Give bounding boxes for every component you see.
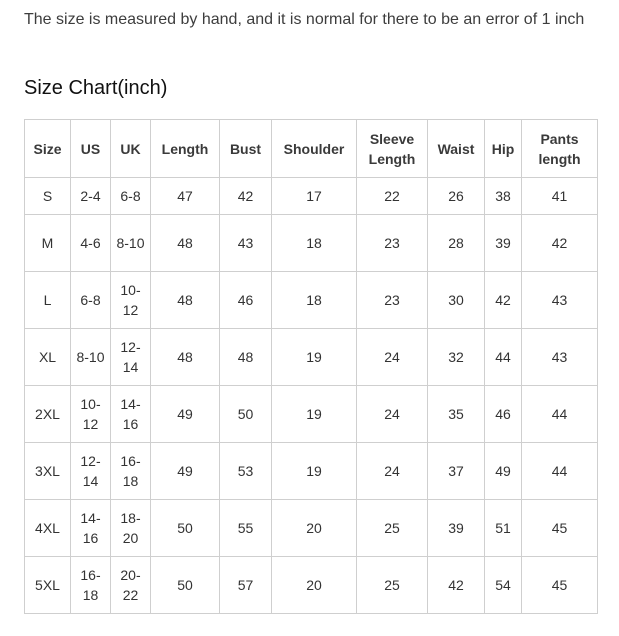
cell-bust: 43 <box>220 215 272 272</box>
cell-length: 50 <box>151 557 220 614</box>
header-shoulder: Shoulder <box>272 120 357 178</box>
cell-bust: 55 <box>220 500 272 557</box>
cell-uk: 18-20 <box>111 500 151 557</box>
cell-shoulder: 18 <box>272 215 357 272</box>
header-waist: Waist <box>428 120 485 178</box>
cell-bust: 42 <box>220 178 272 215</box>
cell-us: 16-18 <box>71 557 111 614</box>
cell-shoulder: 19 <box>272 443 357 500</box>
cell-us: 12-14 <box>71 443 111 500</box>
cell-bust: 57 <box>220 557 272 614</box>
cell-sleeve-length: 24 <box>357 443 428 500</box>
cell-uk: 20-22 <box>111 557 151 614</box>
cell-hip: 44 <box>485 329 522 386</box>
cell-sleeve-length: 23 <box>357 215 428 272</box>
cell-size: M <box>25 215 71 272</box>
cell-bust: 50 <box>220 386 272 443</box>
cell-sleeve-length: 23 <box>357 272 428 329</box>
cell-hip: 51 <box>485 500 522 557</box>
cell-sleeve-length: 25 <box>357 500 428 557</box>
cell-shoulder: 18 <box>272 272 357 329</box>
table-body <box>25 178 598 614</box>
cell-pants-length: 41 <box>522 178 598 215</box>
cell-uk: 16-18 <box>111 443 151 500</box>
cell-pants-length: 44 <box>522 386 598 443</box>
cell-pants-length: 45 <box>522 557 598 614</box>
cell-waist: 30 <box>428 272 485 329</box>
header-bust: Bust <box>220 120 272 178</box>
cell-length: 48 <box>151 272 220 329</box>
cell-length: 49 <box>151 443 220 500</box>
cell-hip: 49 <box>485 443 522 500</box>
header-length: Length <box>151 120 220 178</box>
cell-waist: 35 <box>428 386 485 443</box>
cell-length: 50 <box>151 500 220 557</box>
table-row <box>25 215 598 272</box>
cell-us: 4-6 <box>71 215 111 272</box>
cell-waist: 28 <box>428 215 485 272</box>
cell-shoulder: 20 <box>272 500 357 557</box>
table-row <box>25 500 598 557</box>
cell-sleeve-length: 25 <box>357 557 428 614</box>
cell-pants-length: 43 <box>522 329 598 386</box>
table-row <box>25 386 598 443</box>
table-row <box>25 272 598 329</box>
cell-shoulder: 17 <box>272 178 357 215</box>
cell-uk: 14-16 <box>111 386 151 443</box>
cell-size: S <box>25 178 71 215</box>
header-uk: UK <box>111 120 151 178</box>
table-row <box>25 178 598 215</box>
cell-length: 48 <box>151 215 220 272</box>
cell-hip: 38 <box>485 178 522 215</box>
cell-pants-length: 45 <box>522 500 598 557</box>
cell-uk: 10-12 <box>111 272 151 329</box>
table-row <box>25 443 598 500</box>
cell-waist: 42 <box>428 557 485 614</box>
cell-length: 47 <box>151 178 220 215</box>
cell-uk: 6-8 <box>111 178 151 215</box>
cell-bust: 48 <box>220 329 272 386</box>
cell-us: 14-16 <box>71 500 111 557</box>
cell-length: 48 <box>151 329 220 386</box>
cell-shoulder: 20 <box>272 557 357 614</box>
cell-us: 2-4 <box>71 178 111 215</box>
cell-waist: 39 <box>428 500 485 557</box>
cell-size: 3XL <box>25 443 71 500</box>
cell-length: 49 <box>151 386 220 443</box>
header-hip: Hip <box>485 120 522 178</box>
cell-waist: 37 <box>428 443 485 500</box>
cell-bust: 53 <box>220 443 272 500</box>
cell-hip: 54 <box>485 557 522 614</box>
cell-us: 10-12 <box>71 386 111 443</box>
size-chart-title: Size Chart(inch) <box>24 77 168 99</box>
cell-hip: 42 <box>485 272 522 329</box>
cell-shoulder: 19 <box>272 329 357 386</box>
cell-waist: 32 <box>428 329 485 386</box>
cell-hip: 46 <box>485 386 522 443</box>
cell-sleeve-length: 22 <box>357 178 428 215</box>
cell-sleeve-length: 24 <box>357 386 428 443</box>
header-us: US <box>71 120 111 178</box>
cell-waist: 26 <box>428 178 485 215</box>
header-pants-length: Pants length <box>522 120 598 178</box>
cell-uk: 12-14 <box>111 329 151 386</box>
cell-hip: 39 <box>485 215 522 272</box>
header-sleeve-length: Sleeve Length <box>357 120 428 178</box>
cell-sleeve-length: 24 <box>357 329 428 386</box>
cell-uk: 8-10 <box>111 215 151 272</box>
table-row <box>25 329 598 386</box>
table-row <box>25 557 598 614</box>
header-size: Size <box>25 120 71 178</box>
cell-size: L <box>25 272 71 329</box>
size-chart-table <box>24 119 598 614</box>
cell-shoulder: 19 <box>272 386 357 443</box>
cell-pants-length: 43 <box>522 272 598 329</box>
cell-bust: 46 <box>220 272 272 329</box>
cell-size: 4XL <box>25 500 71 557</box>
cell-pants-length: 42 <box>522 215 598 272</box>
cell-us: 6-8 <box>71 272 111 329</box>
cell-size: XL <box>25 329 71 386</box>
cell-us: 8-10 <box>71 329 111 386</box>
cell-size: 2XL <box>25 386 71 443</box>
cell-pants-length: 44 <box>522 443 598 500</box>
cell-size: 5XL <box>25 557 71 614</box>
measurement-note: The size is measured by hand, and it is normal for there to be an error of 1 inch <box>24 11 585 28</box>
table-header-row <box>25 120 598 178</box>
